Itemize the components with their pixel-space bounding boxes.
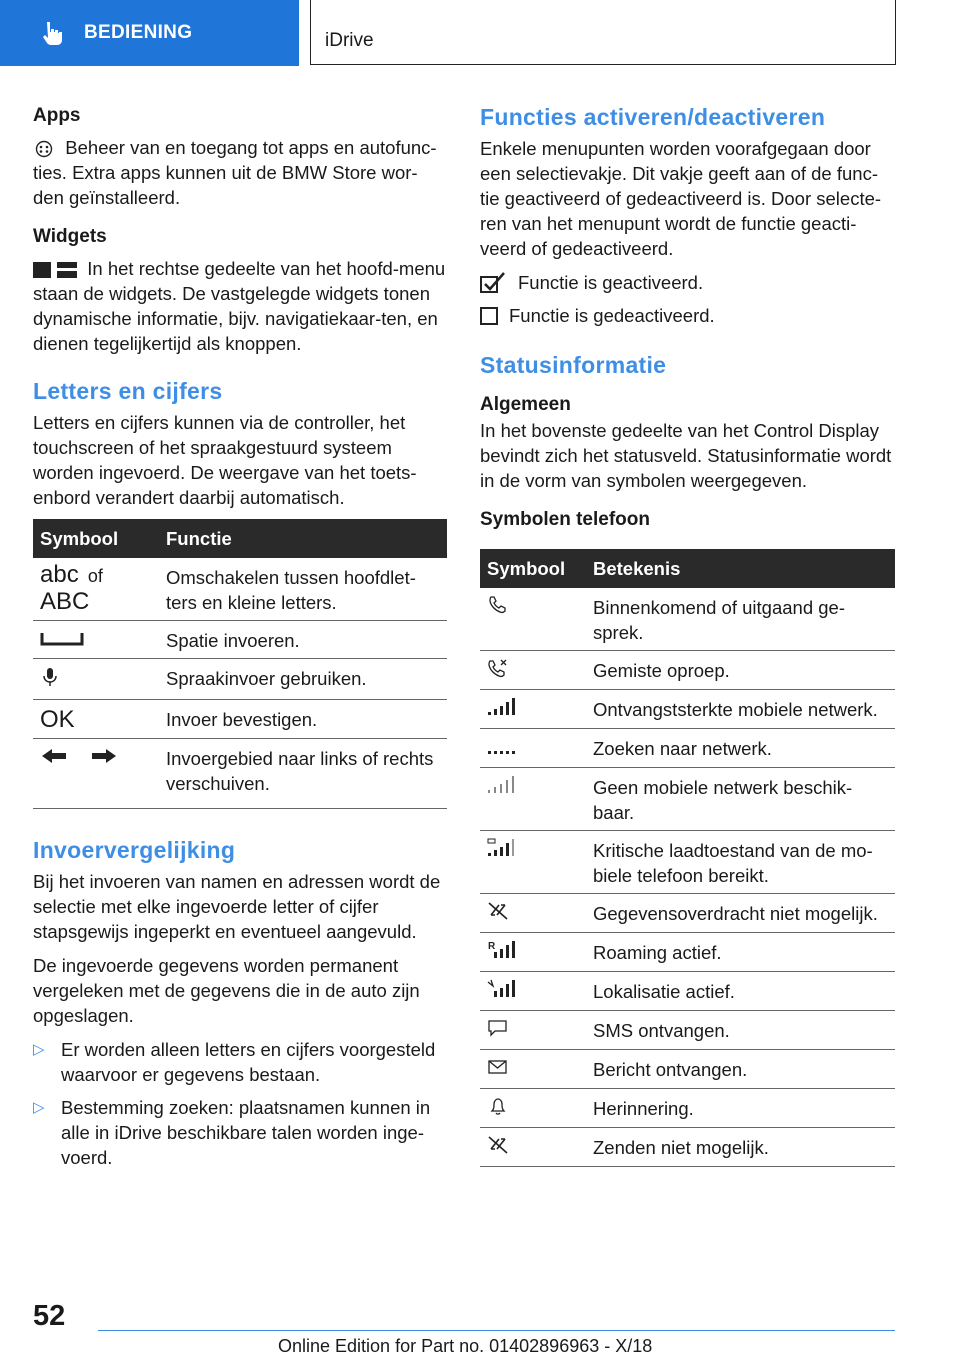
no-send-icon xyxy=(487,1135,509,1155)
widgets-paragraph xyxy=(33,256,447,356)
symbol-cell xyxy=(33,700,159,739)
checkbox-checked-icon xyxy=(480,272,508,294)
unchecked-text: Functie is gedeactiveerd. xyxy=(509,305,715,326)
section-tab xyxy=(0,0,299,66)
symbol-cell xyxy=(480,1128,586,1167)
meaning-cell: Bericht ontvangen. xyxy=(586,1050,895,1089)
table-row xyxy=(480,690,895,729)
symbol-cell xyxy=(33,739,159,809)
symbol-cell xyxy=(33,659,159,700)
sms-icon xyxy=(487,1018,509,1038)
footer-divider xyxy=(98,1330,895,1331)
section-label: BEDIENING xyxy=(84,22,193,43)
searching-network-icon xyxy=(487,736,521,756)
col-meaning-header: Betekenis xyxy=(586,549,895,588)
general-text: In het bovenste gedeelte van het Control Display bevindt zich het statusveld. Statusinformatie wordt in de vorm van symbolen weergegeven. xyxy=(480,420,892,491)
phone-title: Symbolen telefoon xyxy=(480,509,650,530)
checkbox-unchecked-icon xyxy=(480,306,500,326)
meaning-cell: Geen mobiele netwerk beschik-baar. xyxy=(586,768,895,831)
table-row xyxy=(480,933,895,972)
bell-icon xyxy=(487,1096,509,1116)
phone-symbols-table xyxy=(480,549,895,1167)
table-row xyxy=(33,659,447,700)
ok-symbol: OK xyxy=(40,706,75,733)
compare-paragraph-2: De ingevoerde gegevens worden permanent vergeleken met de gegevens die in de auto zijn opgeslagen. xyxy=(33,955,420,1026)
table-row xyxy=(480,831,895,894)
abc-lower-symbol: abc xyxy=(40,561,79,588)
symbol-cell xyxy=(480,831,586,894)
missed-call-icon xyxy=(487,658,509,678)
chapter-label: iDrive xyxy=(325,30,374,51)
functions-text: Enkele menupunten worden voorafgegaan door een selectievakje. Dit vakje geeft aan of de func-tie geactiveerd of gedeactiveerd is. Door selecte-ren van het menupunt wordt de functie geacti-veerd of gedeactiveerd. xyxy=(480,138,882,259)
widgets-icon xyxy=(33,261,77,279)
meaning-cell: Roaming actief. xyxy=(586,933,895,972)
table-row xyxy=(480,972,895,1011)
symbol-cell xyxy=(480,972,586,1011)
list-item xyxy=(33,1037,447,1087)
triangle-bullet-icon: ▷ xyxy=(33,1041,45,1058)
general-title: Algemeen xyxy=(480,394,571,415)
table-row xyxy=(480,1128,895,1167)
symbol-cell xyxy=(480,894,586,933)
table-row xyxy=(480,1050,895,1089)
letters-text: Letters en cijfers kunnen via de controller, het touchscreen of het spraakgestuurd systeem worden ingevoerd. De weergave van het toets-enbord verandert daarbij automatisch. xyxy=(33,412,417,508)
unchecked-row xyxy=(480,303,895,328)
meaning-cell: Kritische laadtoestand van de mo-biele telefoon bereikt. xyxy=(586,831,895,894)
apps-title: Apps xyxy=(33,105,81,126)
col-symbol-header: Symbool xyxy=(480,549,586,588)
widgets-text: In het rechtse gedeelte van het hoofd-menu staan de widgets. De vastgelegde widgets tonen dynamische informatie, bijv. navigatiekaar-ten, en dienen tegelijkertijd als knoppen. xyxy=(33,258,446,354)
table-header-row xyxy=(33,519,447,558)
table-row xyxy=(33,739,447,809)
function-cell: Invoer bevestigen. xyxy=(159,700,447,739)
microphone-icon xyxy=(40,666,60,688)
table-row xyxy=(480,894,895,933)
symbol-cell xyxy=(480,729,586,768)
symbol-cell xyxy=(33,558,159,621)
compare-bullet-list xyxy=(33,1037,447,1170)
table-row xyxy=(33,700,447,739)
abc-upper-symbol: ABC xyxy=(40,588,90,615)
hand-pointer-icon xyxy=(40,20,66,46)
compare-heading: Invoervergelijking xyxy=(33,837,236,863)
battery-critical-icon xyxy=(487,838,521,858)
function-cell: Spatie invoeren. xyxy=(159,621,447,659)
function-cell: Invoergebied naar links of rechts verschuiven. xyxy=(159,739,447,809)
symbol-cell xyxy=(480,1089,586,1128)
bullet-text: Er worden alleen letters en cijfers voorgesteld waarvoor er gegevens bestaan. xyxy=(61,1039,436,1085)
apps-paragraph xyxy=(33,135,447,210)
meaning-cell: Herinnering. xyxy=(586,1089,895,1128)
triangle-bullet-icon: ▷ xyxy=(33,1099,45,1116)
symbol-cell xyxy=(480,768,586,831)
table-row xyxy=(480,729,895,768)
table-row xyxy=(480,588,895,651)
function-cell: Spraakinvoer gebruiken. xyxy=(159,659,447,700)
table-row xyxy=(480,1011,895,1050)
table-row xyxy=(480,1089,895,1128)
left-column xyxy=(33,100,447,1178)
table-row xyxy=(480,768,895,831)
meaning-cell: SMS ontvangen. xyxy=(586,1011,895,1050)
meaning-cell: Lokalisatie actief. xyxy=(586,972,895,1011)
page-header xyxy=(0,0,960,66)
symbol-cell xyxy=(33,621,159,659)
table-header-row xyxy=(480,549,895,588)
list-item xyxy=(33,1095,447,1170)
svg-text:R: R xyxy=(488,941,496,952)
localization-icon xyxy=(487,979,521,999)
meaning-cell: Ontvangststerkte mobiele netwerk. xyxy=(586,690,895,729)
meaning-cell: Binnenkomend of uitgaand ge-sprek. xyxy=(586,588,895,651)
table-row xyxy=(480,651,895,690)
apps-text: Beheer van en toegang tot apps en autofunc-ties. Extra apps kunnen uit de BMW Store wor-den geïnstalleerd. xyxy=(33,137,437,208)
chapter-tab xyxy=(310,0,896,65)
compare-paragraph-1: Bij het invoeren van namen en adressen wordt de selectie met elke ingevoerde letter of cijfer stapsgewijs ingeperkt en eventueel aangevuld. xyxy=(33,871,441,942)
status-heading: Statusinformatie xyxy=(480,352,667,378)
of-text: of xyxy=(87,566,103,586)
arrows-icon xyxy=(40,746,120,766)
no-network-icon xyxy=(487,775,521,795)
meaning-cell: Zenden niet mogelijk. xyxy=(586,1128,895,1167)
signal-full-icon xyxy=(487,697,521,717)
symbol-cell xyxy=(480,588,586,651)
symbol-cell xyxy=(480,1011,586,1050)
checked-text: Functie is geactiveerd. xyxy=(518,272,704,293)
widgets-title: Widgets xyxy=(33,226,107,247)
no-data-icon xyxy=(487,901,509,921)
meaning-cell: Gegevensoverdracht niet mogelijk. xyxy=(586,894,895,933)
function-cell: Omschakelen tussen hoofdlet-ters en kleine letters. xyxy=(159,558,447,621)
checked-row xyxy=(480,270,895,295)
meaning-cell: Zoeken naar netwerk. xyxy=(586,729,895,768)
functions-heading: Functies activeren/deactiveren xyxy=(480,104,826,130)
page-number: 52 xyxy=(33,1300,66,1332)
col-symbol-header: Symbool xyxy=(33,519,159,558)
symbol-cell xyxy=(480,933,586,972)
symbol-cell xyxy=(480,1050,586,1089)
space-icon xyxy=(40,629,84,647)
meaning-cell: Gemiste oproep. xyxy=(586,651,895,690)
table-row xyxy=(33,558,447,621)
input-symbols-table xyxy=(33,519,447,809)
bullet-text: Bestemming zoeken: plaatsnamen kunnen in alle in iDrive beschikbare talen worden inge-voerd. xyxy=(61,1097,431,1168)
message-icon xyxy=(487,1057,509,1077)
right-column xyxy=(480,100,895,1167)
symbol-cell xyxy=(480,690,586,729)
letters-heading: Letters en cijfers xyxy=(33,378,223,404)
table-row xyxy=(33,621,447,659)
apps-icon xyxy=(33,140,55,158)
roaming-icon xyxy=(487,940,521,960)
col-function-header: Functie xyxy=(159,519,447,558)
edition-text: Online Edition for Part no. 01402896963 - X/18 xyxy=(278,1336,653,1356)
symbol-cell xyxy=(480,651,586,690)
phone-call-icon xyxy=(487,595,507,615)
